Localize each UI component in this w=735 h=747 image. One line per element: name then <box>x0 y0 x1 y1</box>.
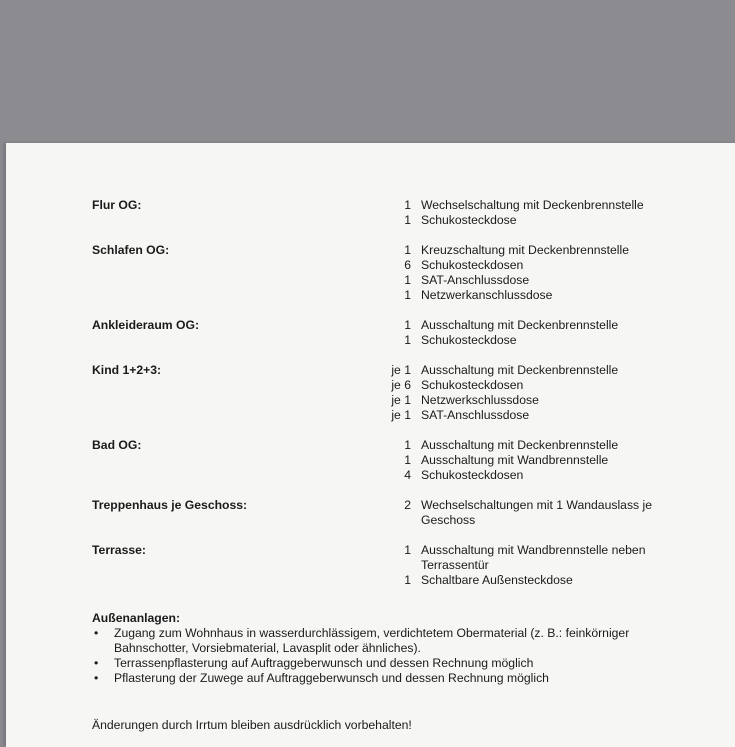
room-item <box>377 318 692 333</box>
item-description: SAT-Anschlussdose <box>421 273 530 287</box>
item-description: Schukosteckdosen <box>421 378 524 392</box>
disclaimer: Änderungen durch Irrtum bleiben ausdrücklich vorbehalten! <box>92 718 412 732</box>
item-quantity: 1 <box>404 318 411 332</box>
item-description: Schukosteckdosen <box>421 468 524 482</box>
room-item <box>377 408 692 423</box>
room-name: Terrasse: <box>92 543 146 557</box>
room-item <box>377 243 692 258</box>
room-item <box>377 438 692 453</box>
room-name: Schlafen OG: <box>92 243 170 257</box>
bullet-text: Terrassenpflasterung auf Auftraggeberwunsch und dessen Rechnung möglich <box>114 656 534 670</box>
item-quantity: je 6 <box>391 378 411 392</box>
room-item <box>377 573 692 588</box>
bullet-icon: • <box>94 656 99 670</box>
room-item <box>377 198 692 213</box>
item-description: Schukosteckdose <box>421 213 517 227</box>
outdoor-section <box>92 611 692 686</box>
room-item <box>377 288 692 303</box>
bullet-icon: • <box>94 626 99 640</box>
item-quantity: je 1 <box>391 393 411 407</box>
top-bar <box>0 0 735 143</box>
room-section <box>92 498 692 528</box>
item-quantity: je 1 <box>391 363 411 377</box>
room-item <box>377 213 692 228</box>
item-description: Schaltbare Außensteckdose <box>421 573 573 587</box>
item-description: SAT-Anschlussdose <box>421 408 530 422</box>
item-quantity: 1 <box>404 543 411 557</box>
room-name: Kind 1+2+3: <box>92 363 162 377</box>
room-item <box>377 333 692 348</box>
room-item <box>377 468 692 483</box>
room-section <box>92 198 692 228</box>
room-section <box>92 318 692 348</box>
room-item <box>377 453 692 468</box>
room-items <box>377 243 692 303</box>
item-description: Wechselschaltung mit Deckenbrennstelle <box>421 198 644 212</box>
room-name: Ankleideraum OG: <box>92 318 200 332</box>
item-quantity: 1 <box>404 288 411 302</box>
outdoor-title: Außenanlagen: <box>92 611 181 625</box>
item-description: Ausschaltung mit Deckenbrennstelle <box>421 363 619 377</box>
room-items <box>377 363 692 423</box>
item-quantity: je 1 <box>391 408 411 422</box>
room-item <box>377 543 692 573</box>
bullet-icon: • <box>94 671 99 685</box>
item-quantity: 6 <box>404 258 411 272</box>
room-item <box>377 363 692 378</box>
room-item <box>377 258 692 273</box>
item-description: Schukosteckdose <box>421 333 517 347</box>
item-description: Schukosteckdosen <box>421 258 524 272</box>
room-section <box>92 363 692 423</box>
item-description: Netzwerkanschlussdose <box>421 288 553 302</box>
item-description: Ausschaltung mit Deckenbrennstelle <box>421 438 619 452</box>
bullet-item <box>92 656 692 671</box>
room-item <box>377 378 692 393</box>
room-section <box>92 243 692 303</box>
room-items <box>377 318 692 348</box>
item-description: Wechselschaltungen mit 1 Wandauslass je Geschoss <box>421 498 653 527</box>
room-items <box>377 438 692 483</box>
bullet-item <box>92 671 692 686</box>
document-page <box>6 143 735 747</box>
item-quantity: 1 <box>404 243 411 257</box>
bullet-item <box>92 626 692 656</box>
room-name: Flur OG: <box>92 198 142 212</box>
room-name: Bad OG: <box>92 438 142 452</box>
item-quantity: 1 <box>404 273 411 287</box>
item-description: Ausschaltung mit Wandbrennstelle <box>421 453 609 467</box>
room-section <box>92 543 692 588</box>
item-description: Ausschaltung mit Deckenbrennstelle <box>421 318 619 332</box>
room-items <box>377 198 692 228</box>
room-item <box>377 273 692 288</box>
item-quantity: 2 <box>404 498 411 512</box>
item-description: Ausschaltung mit Wandbrennstelle neben Terrassentür <box>421 543 646 572</box>
document-content <box>92 198 692 733</box>
room-item <box>377 393 692 408</box>
bullet-text: Pflasterung der Zuwege auf Auftraggeberwunsch und dessen Rechnung möglich <box>114 671 549 685</box>
bullet-text: Zugang zum Wohnhaus in wasserdurchlässigem, verdichtetem Obermaterial (z. B.: feinkörniger Bahnschotter, Vorsiebmaterial, Lavasplit oder ähnliches). <box>114 626 630 655</box>
room-section <box>92 438 692 483</box>
item-quantity: 1 <box>404 198 411 212</box>
item-quantity: 1 <box>404 333 411 347</box>
item-quantity: 1 <box>404 573 411 587</box>
item-quantity: 1 <box>404 213 411 227</box>
item-description: Netzwerkschlussdose <box>421 393 539 407</box>
item-quantity: 4 <box>404 468 411 482</box>
room-items <box>377 498 692 528</box>
item-description: Kreuzschaltung mit Deckenbrennstelle <box>421 243 629 257</box>
room-name: Treppenhaus je Geschoss: <box>92 498 248 512</box>
item-quantity: 1 <box>404 453 411 467</box>
room-item <box>377 498 692 528</box>
item-quantity: 1 <box>404 438 411 452</box>
room-items <box>377 543 692 588</box>
room-list <box>92 198 692 588</box>
